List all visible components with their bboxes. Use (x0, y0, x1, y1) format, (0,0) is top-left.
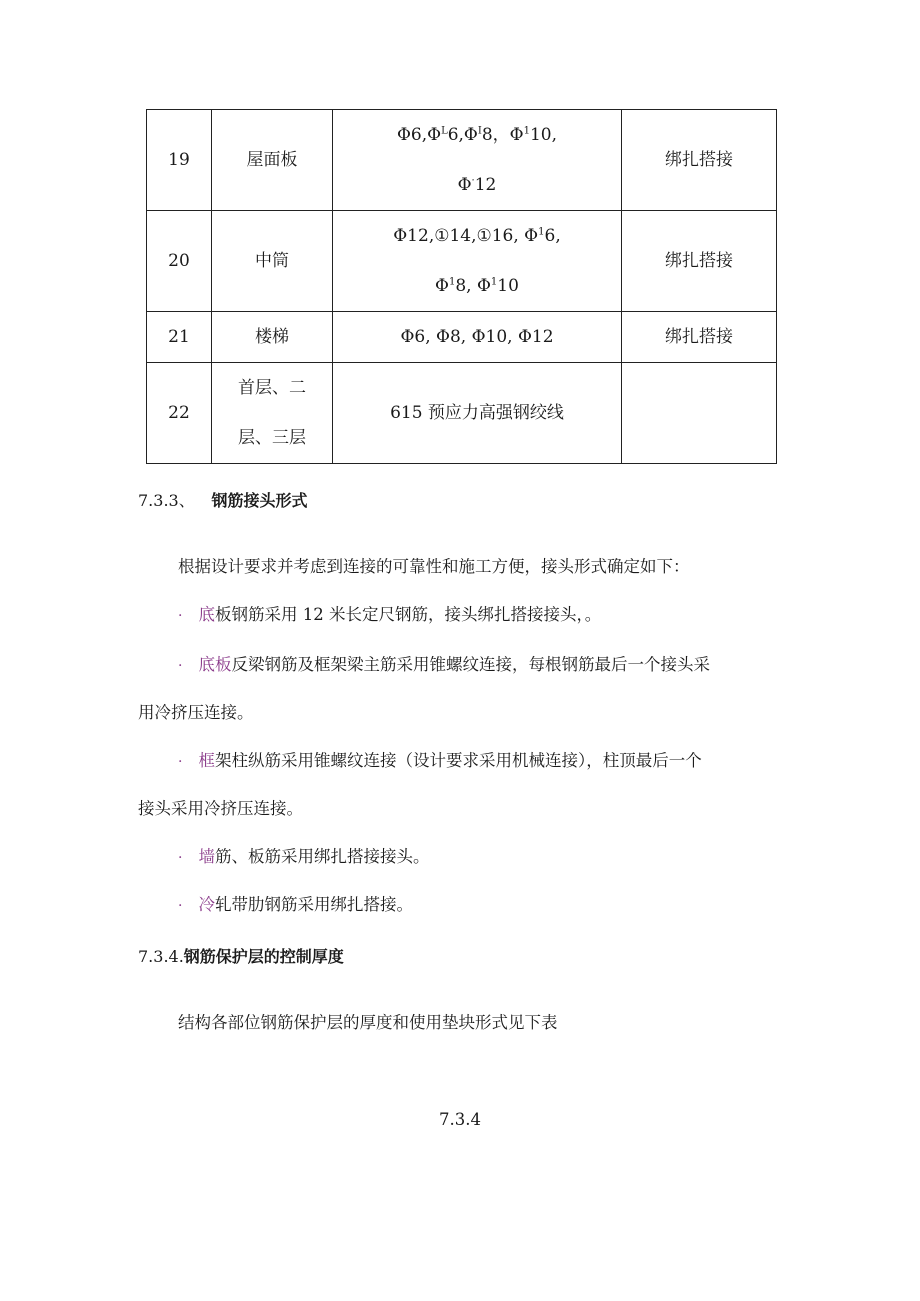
table-row (147, 363, 777, 464)
bullet-item: · 底板反梁钢筋及框架梁主筋采用锥螺纹连接，每根钢筋最后一个接头采 (178, 655, 710, 674)
row-spec: Φ6, Φ8, Φ10, Φ12 (333, 312, 622, 363)
row-number: 19 (147, 110, 212, 211)
row-spec: $\Phi 6,\Phi^L6,\Phi^I8$，$\Phi^110$, Φ·12 (333, 110, 622, 211)
table-row (147, 312, 777, 363)
bullet-item-continuation: 用冷挤压连接。 (138, 703, 254, 722)
section-733-heading: 7.3.3、 钢筋接头形式 (138, 491, 308, 510)
row-method: 绑扎搭接 (622, 312, 777, 363)
section-734-heading: 7.3.4.钢筋保护层的控制厚度 (138, 947, 344, 966)
row-part: 中筒 (212, 211, 333, 312)
row-spec: Φ12,①14,①16, $\Phi^16$, $\Phi^18$, $\Phi^110$ (333, 211, 622, 312)
bullet-item: · 冷轧带肋钢筋采用绑扎搭接。 (178, 895, 413, 914)
row-method: 绑扎搭接 (622, 211, 777, 312)
table-row (147, 211, 777, 312)
rebar-spec-table (146, 109, 777, 464)
row-part: 首层、二 层、三层 (212, 363, 333, 464)
row-part: 楼梯 (212, 312, 333, 363)
bullet-icon: · (178, 754, 183, 770)
table-row (147, 110, 777, 211)
row-number: 21 (147, 312, 212, 363)
row-number: 20 (147, 211, 212, 312)
bullet-icon: · (178, 608, 183, 624)
row-method: 绑扎搭接 (622, 110, 777, 211)
table-caption: 7.3.4 (439, 1110, 481, 1129)
bullet-icon: · (178, 850, 183, 866)
row-method (622, 363, 777, 464)
row-number: 22 (147, 363, 212, 464)
bullet-icon: · (178, 898, 183, 914)
bullet-item: · 墙筋、板筋采用绑扎搭接接头。 (178, 847, 430, 866)
section-734-intro: 结构各部位钢筋保护层的厚度和使用垫块形式见下表 (178, 1013, 558, 1032)
bullet-item-continuation: 接头采用冷挤压连接。 (138, 799, 303, 818)
bullet-icon: · (178, 658, 183, 674)
section-733-intro: 根据设计要求并考虑到连接的可靠性和施工方便，接头形式确定如下： (178, 557, 690, 576)
bullet-item: · 底板钢筋采用 12 米长定尺钢筋，接头绑扎搭接接头，。 (178, 605, 602, 624)
bullet-item: · 框架柱纵筋采用锥螺纹连接（设计要求采用机械连接），柱顶最后一个 (178, 751, 702, 770)
row-part: 屋面板 (212, 110, 333, 211)
row-spec: 615 预应力高强钢绞线 (333, 363, 622, 464)
